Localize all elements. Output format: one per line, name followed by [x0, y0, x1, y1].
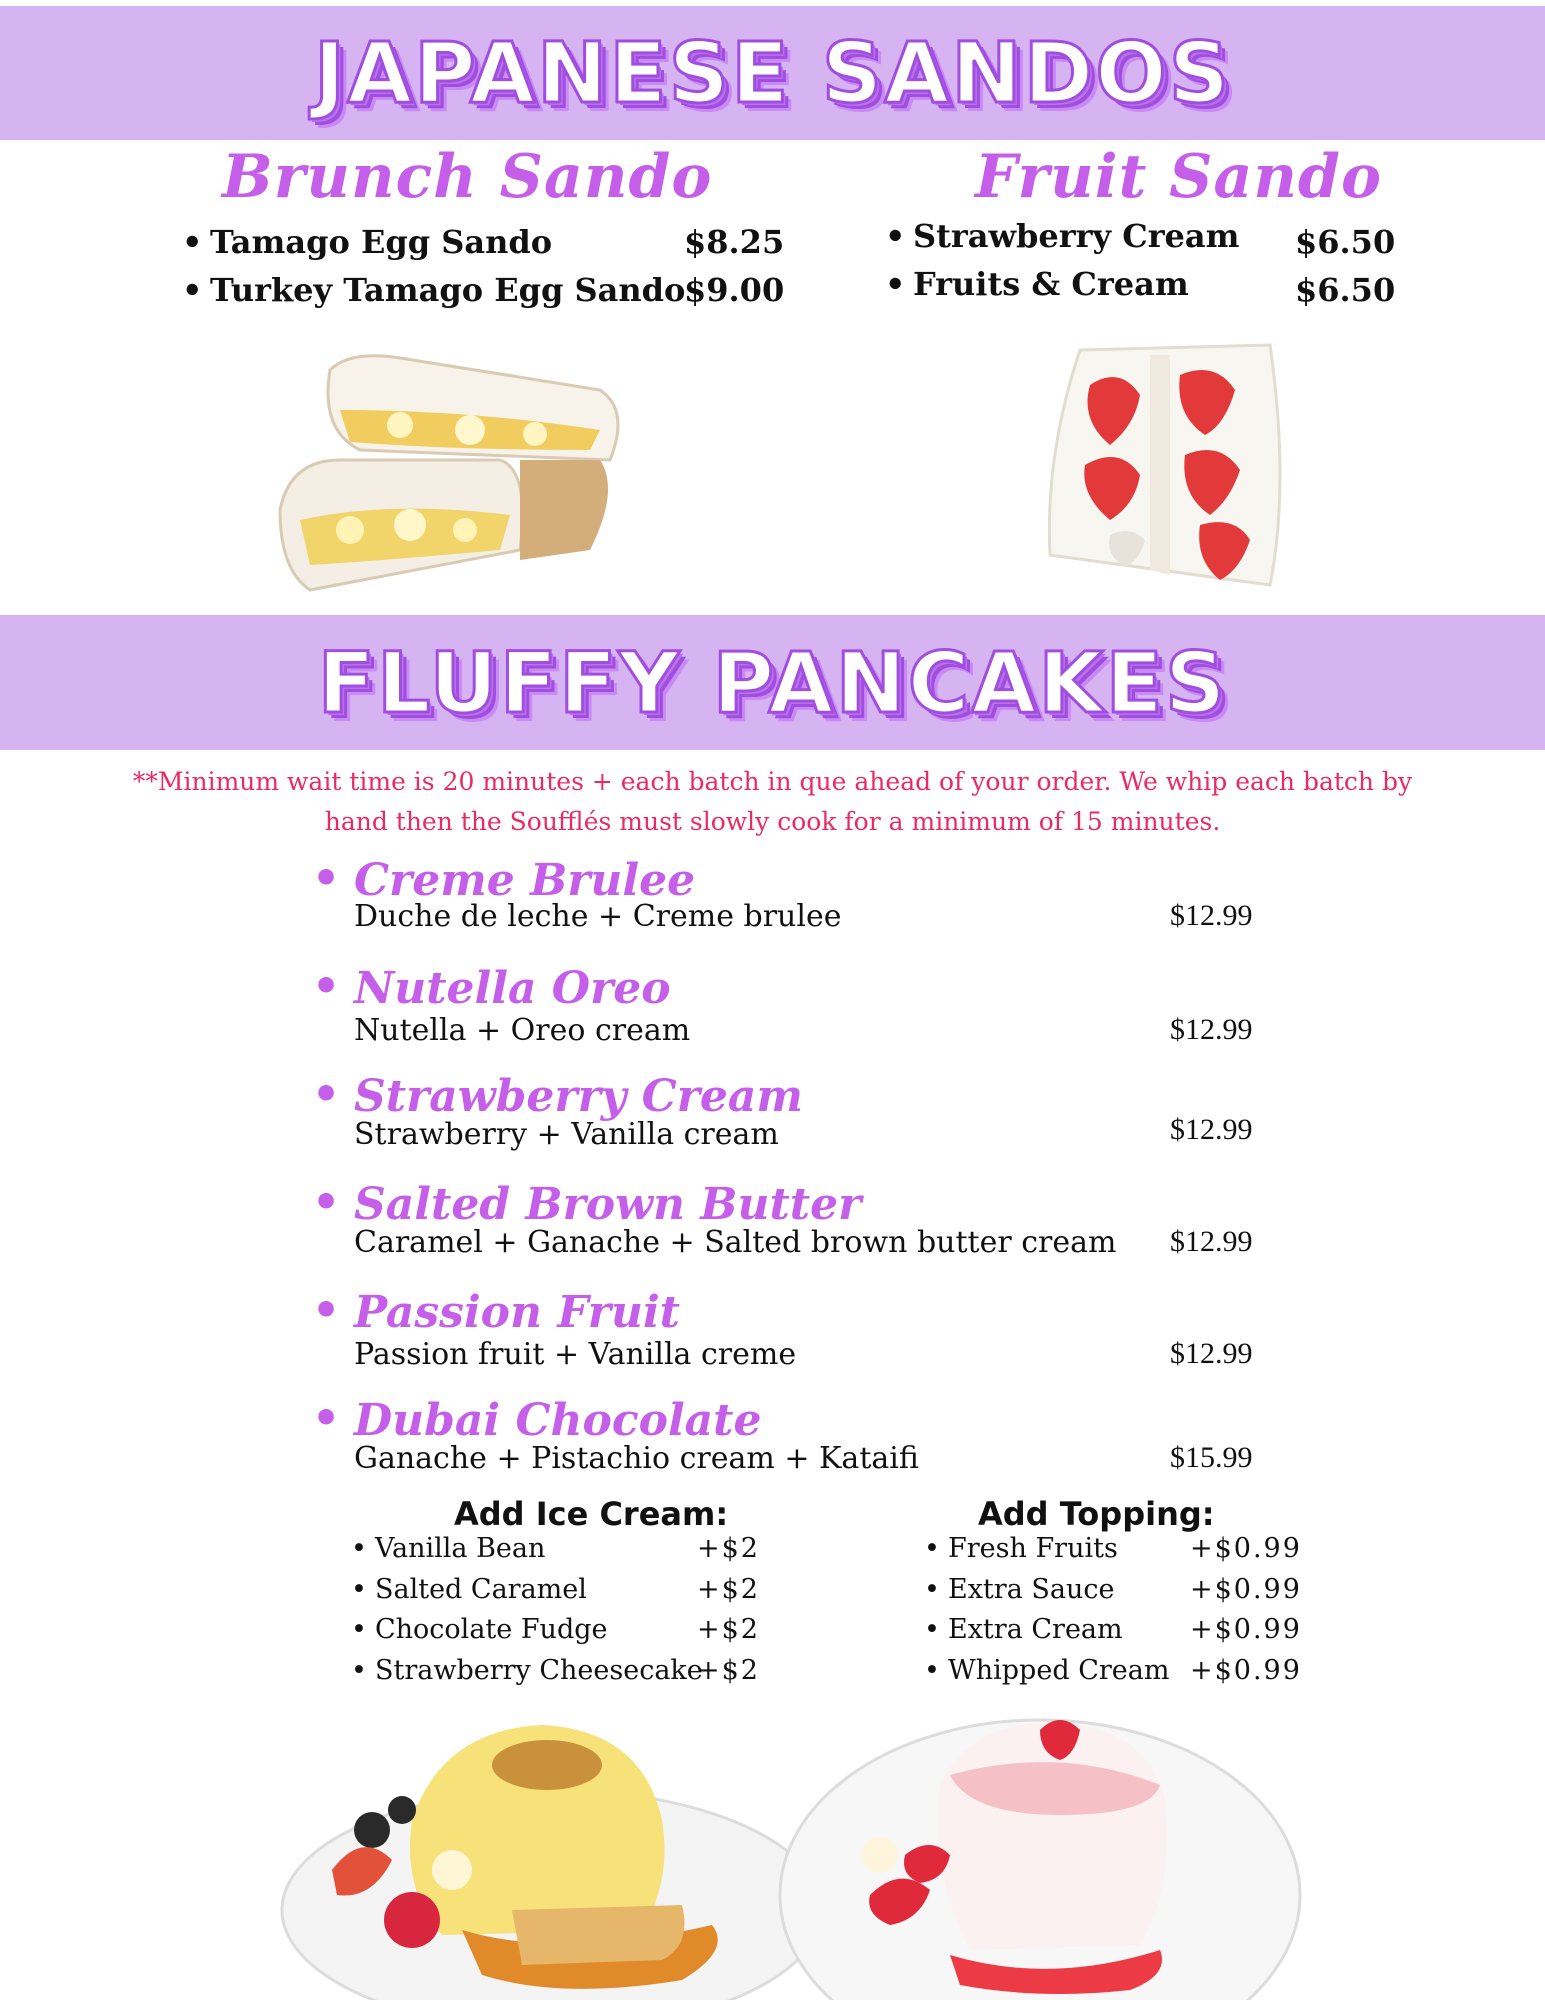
- list-item: [948, 1614, 1308, 1655]
- item-name: • Dubai Chocolate: [354, 1395, 762, 1446]
- pancakes-banner: [0, 615, 1545, 750]
- item-price: $12.99: [1170, 1113, 1253, 1146]
- item-price: $6.50: [1295, 271, 1396, 309]
- list-item: [375, 1614, 775, 1655]
- addon-price: +$2: [697, 1533, 760, 1564]
- addon-price: +$0.99: [1190, 1533, 1302, 1564]
- fruit-sando-heading: Fruit Sando: [975, 142, 1382, 212]
- addon-name: Strawberry Cheesecake: [375, 1654, 703, 1686]
- creme-brulee-pancake-image: [262, 1710, 822, 2000]
- list-item: [375, 1533, 775, 1574]
- list-item: [948, 1533, 1308, 1574]
- egg-sando-image: [270, 350, 650, 600]
- addon-price: +$0.99: [1190, 1614, 1302, 1645]
- strawberry-cream-pancake-image: [770, 1705, 1310, 2000]
- addon-name: Vanilla Bean: [375, 1533, 546, 1564]
- addon-name: Salted Caramel: [375, 1573, 587, 1605]
- addon-price: +$0.99: [1190, 1654, 1302, 1686]
- item-name: • Salted Brown Butter: [354, 1179, 861, 1230]
- item-name: Strawberry Cream: [913, 217, 1240, 255]
- list-item: [210, 223, 790, 271]
- ice-cream-list: [375, 1533, 775, 1695]
- list-item: [948, 1655, 1308, 1696]
- item-price: $12.99: [1170, 899, 1253, 932]
- strawberry-sando-image: [1040, 335, 1300, 590]
- brunch-sando-heading: Brunch Sando: [222, 142, 713, 212]
- item-description: Passion fruit + Vanilla creme: [354, 1337, 797, 1372]
- brunch-sando-list: [210, 223, 790, 319]
- item-price: $8.25: [684, 223, 785, 261]
- item-description: Nutella + Oreo cream: [354, 1013, 691, 1048]
- addon-price: +$2: [697, 1654, 760, 1686]
- item-name: Tamago Egg Sando: [210, 223, 553, 261]
- list-item: [913, 265, 1396, 313]
- list-item: [375, 1574, 775, 1615]
- sandos-banner-title: JAPANESE SANDOS: [313, 24, 1232, 122]
- item-description: Strawberry + Vanilla cream: [354, 1117, 779, 1152]
- addon-price: +$0.99: [1190, 1573, 1302, 1605]
- pancakes-banner-title: FLUFFY PANCAKES: [317, 633, 1228, 732]
- sandos-banner: [0, 6, 1545, 140]
- item-name: • Strawberry Cream: [354, 1071, 803, 1122]
- addon-name: Extra Cream: [948, 1614, 1123, 1645]
- item-price: $12.99: [1170, 1013, 1253, 1046]
- fruit-sando-list: [913, 217, 1396, 313]
- addon-name: Chocolate Fudge: [375, 1614, 608, 1645]
- item-price: $12.99: [1170, 1225, 1253, 1258]
- item-description: Duche de leche + Creme brulee: [354, 899, 842, 934]
- item-description: Caramel + Ganache + Salted brown butter cream: [354, 1225, 1117, 1260]
- addon-price: +$2: [697, 1573, 760, 1605]
- item-name: • Passion Fruit: [354, 1287, 680, 1338]
- item-name: Fruits & Cream: [913, 265, 1189, 303]
- item-price: $6.50: [1295, 223, 1396, 261]
- list-item: [913, 217, 1396, 265]
- list-item: [948, 1574, 1308, 1615]
- wait-time-notice: **Minimum wait time is 20 minutes + each batch in que ahead of your order. We whip each batch by hand then the Soufflés must slowly cook for a minimum of 15 minutes.: [132, 767, 1413, 836]
- topping-list: [948, 1533, 1308, 1695]
- list-item: [210, 271, 790, 319]
- item-price: $12.99: [1170, 1337, 1253, 1370]
- item-name: • Nutella Oreo: [354, 963, 671, 1014]
- addon-price: +$2: [697, 1614, 760, 1645]
- addon-name: Fresh Fruits: [948, 1533, 1118, 1564]
- item-price: $15.99: [1170, 1441, 1253, 1474]
- add-topping-heading: Add Topping:: [978, 1495, 1215, 1533]
- list-item: [375, 1655, 775, 1696]
- item-name: Turkey Tamago Egg Sando: [210, 271, 686, 309]
- item-description: Ganache + Pistachio cream + Kataifi: [354, 1441, 919, 1476]
- addon-name: Whipped Cream: [948, 1654, 1170, 1686]
- item-name: • Creme Brulee: [354, 855, 695, 906]
- item-price: $9.00: [684, 271, 785, 309]
- addon-name: Extra Sauce: [948, 1573, 1115, 1605]
- add-ice-cream-heading: Add Ice Cream:: [454, 1495, 729, 1533]
